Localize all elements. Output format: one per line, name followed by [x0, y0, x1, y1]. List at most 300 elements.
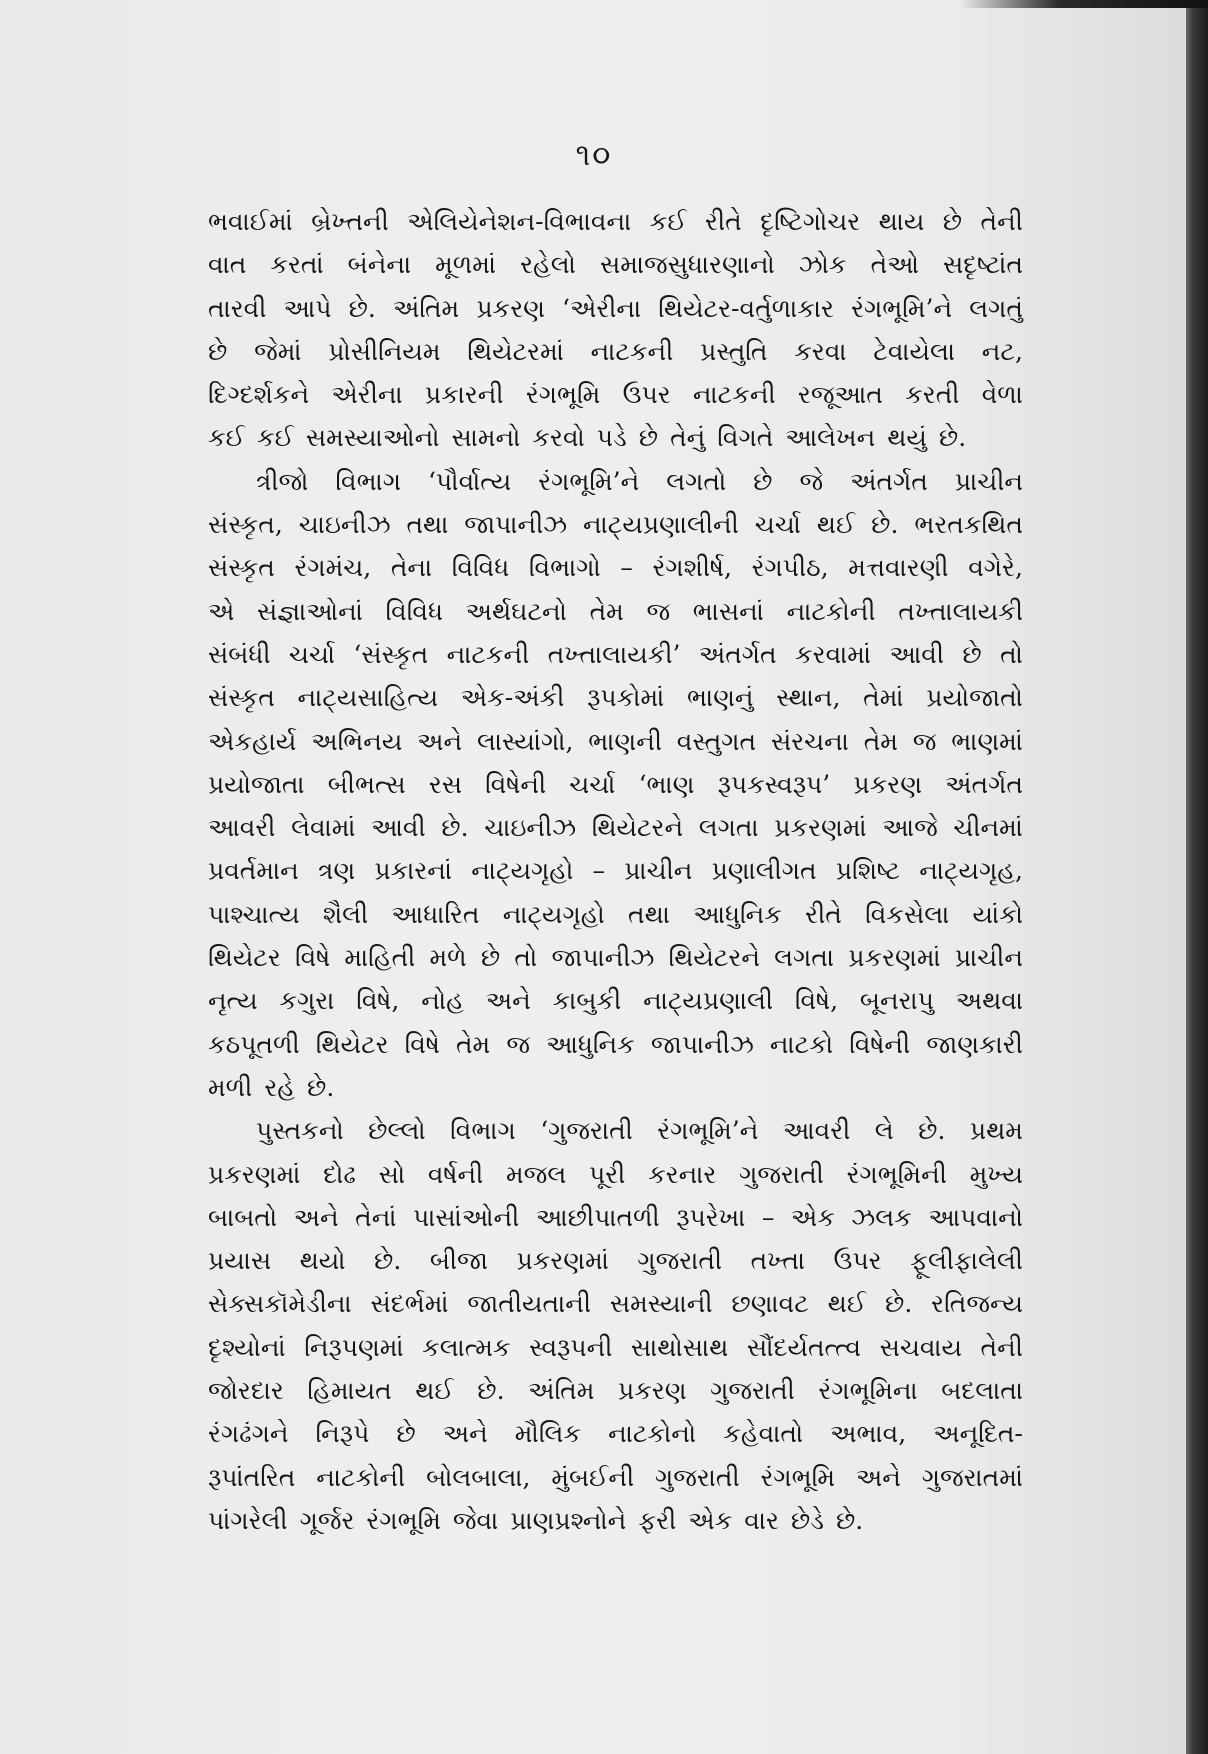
- text-word: નાટ્યસાહિત્ય: [297, 683, 439, 713]
- text-word: છે: [962, 639, 982, 669]
- text-word: છે: [480, 943, 501, 973]
- text-word: સો: [378, 1159, 406, 1189]
- text-word: વિષેની: [849, 1029, 911, 1059]
- text-word: નાટ્યગૃહો: [502, 899, 605, 929]
- text-word: ઉપર: [622, 380, 671, 410]
- text-word: આવી: [889, 639, 944, 669]
- text-line: [208, 460, 1023, 503]
- text-word: તથા: [628, 899, 670, 929]
- text-word: સચવાય: [879, 1332, 962, 1362]
- text-word: લગતા: [774, 943, 835, 973]
- text-word: મજલ: [506, 1159, 567, 1189]
- text-word: મૂળમાં: [435, 250, 497, 280]
- text-word: મુખ્ય: [969, 1159, 1023, 1189]
- text-word: તેમાં: [863, 683, 904, 713]
- text-word: રૂપકસ્વરૂપ’: [717, 769, 831, 799]
- text-word: કરવામાં: [795, 639, 872, 669]
- text-word: તખ્તાલાયકી’: [547, 639, 681, 669]
- text-word: અંતિમ: [392, 293, 460, 323]
- text-word: ફરી: [638, 1505, 677, 1535]
- text-word: પ્રયાસ: [208, 1246, 272, 1276]
- text-word: પ્રોસીનિયમ: [328, 336, 441, 366]
- text-line: [208, 1196, 1023, 1239]
- text-line: [208, 1412, 1023, 1455]
- text-word: વિભાગ: [450, 1116, 516, 1146]
- text-word: છે.: [885, 1289, 913, 1319]
- text-word: વાત: [208, 250, 247, 280]
- text-word: પ્રાચીન: [954, 466, 1023, 496]
- text-word: ચર્ચા: [569, 769, 616, 799]
- text-word: ચાઇનીઝ: [484, 813, 577, 843]
- text-word: વર્ષની: [427, 1159, 484, 1189]
- text-word: પ્રકારનાં: [374, 856, 453, 886]
- text-word: સામનો: [451, 423, 521, 453]
- text-word: આધારિત: [391, 899, 480, 929]
- text-line: [208, 1456, 1023, 1499]
- text-word: લે: [874, 1116, 894, 1146]
- text-word: નાટકોની: [316, 1462, 406, 1492]
- text-word: અંતર્ગત: [945, 769, 1023, 799]
- text-word: કઈ: [208, 423, 245, 453]
- text-line: [208, 373, 1023, 416]
- text-line: [208, 806, 1023, 849]
- text-word: સંસ્કૃત: [208, 553, 275, 583]
- text-word: ગૂર્જર: [299, 1505, 355, 1535]
- text-word: બીભત્સ: [327, 769, 406, 799]
- text-word: અનૂદિત-: [933, 1419, 1023, 1449]
- text-word: કઠપૂતળી: [208, 1029, 300, 1059]
- text-line: [208, 1499, 1023, 1542]
- text-word: પાશ્ચાત્ય: [208, 899, 300, 929]
- text-word: દૃશ્યોનાં: [208, 1332, 286, 1362]
- text-line: [208, 720, 1023, 763]
- text-line: [208, 243, 1023, 286]
- text-word: રંગભૂમિની: [846, 1159, 947, 1189]
- page-top-edge-shadow: [960, 0, 1208, 8]
- text-word: અંતર્ગત: [698, 639, 777, 669]
- text-word: તારવી: [208, 293, 267, 323]
- text-word: બંનેના: [347, 250, 412, 280]
- text-word: કરતાં: [270, 250, 324, 280]
- text-word: કલાત્મક: [422, 1332, 511, 1362]
- text-word: પ્રશિષ્ટ: [835, 856, 901, 886]
- text-word: ઉપર: [833, 1246, 882, 1276]
- text-word: નાટકની: [446, 639, 530, 669]
- text-word: ઝોક: [798, 250, 847, 280]
- text-line: [208, 1239, 1023, 1282]
- text-word: નિરૂપે: [315, 1419, 370, 1449]
- text-word: ગુજરાતમાં: [921, 1462, 1023, 1492]
- text-word: સંદર્ભમાં: [370, 1289, 449, 1319]
- text-word: દૃષ્ટિગોચર: [760, 207, 861, 236]
- text-word: જોરદાર: [208, 1376, 284, 1406]
- text-word: બીજા: [429, 1246, 488, 1276]
- text-word: પ્રવર્તમાન: [208, 856, 299, 886]
- text-word: અને: [417, 726, 463, 756]
- text-word: વિવિધ: [451, 553, 510, 583]
- text-word: નટ,: [981, 336, 1023, 366]
- text-word: ગુજરાતી: [637, 1246, 723, 1276]
- text-word: તેમ: [863, 726, 898, 756]
- text-word: પ્રકરણમાં: [208, 1159, 301, 1189]
- text-word: એક: [790, 1202, 835, 1232]
- text-word: ‘એરીના: [562, 293, 642, 323]
- text-word: પ્રસ્તુતિ: [700, 336, 768, 366]
- text-word: કરવો: [532, 423, 585, 453]
- text-word: અને: [855, 1462, 901, 1492]
- body-text: [208, 200, 1023, 1542]
- text-word: વિષે: [404, 1029, 440, 1059]
- text-word: અભાવ,: [830, 1419, 907, 1449]
- text-word: વિવિધ: [385, 596, 443, 626]
- text-word: જાણકારી: [926, 1029, 1023, 1059]
- text-word: બૂનરાપુ: [859, 986, 934, 1016]
- text-word: અને: [442, 1419, 488, 1449]
- text-word: પ્રકરણમાં: [516, 1246, 609, 1276]
- text-word: પડે: [596, 423, 627, 453]
- text-word: એલિયેનેશન-વિભાવના: [407, 207, 632, 236]
- text-word: રૂપાંતરિત: [208, 1462, 296, 1492]
- text-word: ભાણની: [588, 726, 662, 756]
- text-word: પ્રયોજાતો: [926, 683, 1023, 713]
- text-word: અને: [293, 1202, 339, 1232]
- text-word: ચાઇનીઝ: [298, 510, 391, 540]
- text-word: ભાણનું: [686, 683, 754, 713]
- text-word: પુસ્તકનો: [256, 1116, 344, 1146]
- text-word: નાટ્યપ્રણાલીની: [583, 510, 739, 540]
- text-word: રંગભૂમિ: [366, 1505, 441, 1535]
- text-word: છે.: [477, 1376, 505, 1406]
- text-word: અંતિમ: [528, 1376, 595, 1406]
- text-word: નાટકોનો: [608, 1419, 697, 1449]
- text-word: રંગમંચ,: [294, 553, 372, 583]
- text-word: એ: [208, 596, 235, 626]
- text-word: સાથોસાથ: [630, 1332, 729, 1362]
- text-word: છે.: [918, 1116, 946, 1146]
- text-line: [208, 546, 1023, 589]
- text-word: ‘ભાણ: [638, 769, 695, 799]
- text-word: આજે: [882, 813, 938, 843]
- text-line: [208, 1282, 1023, 1325]
- text-line: [208, 979, 1023, 1022]
- text-word: ભરતકથિત: [914, 510, 1023, 540]
- text-word: બ્રેખ્તની: [311, 207, 389, 236]
- text-word: લગતો: [666, 466, 727, 496]
- text-word: વસ્તુગત: [676, 726, 757, 756]
- text-word: આવી: [371, 813, 426, 843]
- text-word: રૂપકોમાં: [587, 683, 665, 713]
- text-word: લાસ્યાંગો,: [477, 726, 574, 756]
- text-word: તેના: [390, 553, 433, 583]
- text-word: જ: [912, 726, 937, 756]
- text-word: છે.: [374, 1246, 402, 1276]
- text-word: ‘ગુજરાતી: [540, 1116, 633, 1146]
- text-line: [208, 1066, 1023, 1109]
- text-word: વિભાગ: [335, 466, 402, 496]
- text-word: નાટકો: [769, 1029, 834, 1059]
- text-word: દોઢ: [323, 1159, 356, 1189]
- text-word: થિયેટર: [208, 943, 281, 973]
- text-word: એક: [688, 1505, 733, 1535]
- text-word: જેવા: [452, 1505, 499, 1535]
- text-word: સમસ્યાઓનો: [305, 423, 440, 453]
- text-word: રંગશીર્ષ,: [652, 553, 732, 583]
- text-word: ‘સંસ્કૃત: [353, 639, 429, 669]
- text-word: વિગતે: [717, 423, 774, 453]
- text-word: તેઓ: [870, 250, 919, 280]
- text-word: છેડે: [790, 1505, 824, 1535]
- text-word: જ: [646, 596, 671, 626]
- text-word: પ્રકારની: [424, 380, 504, 410]
- text-word: બદલાતા: [941, 1376, 1023, 1406]
- text-word: નાટ્યગૃહો: [471, 856, 574, 886]
- text-word: વગેરે,: [968, 553, 1023, 583]
- text-word: થિયેટરને: [668, 943, 760, 973]
- text-word: ‘પૌર્વાત્ય: [427, 466, 512, 496]
- text-word: વિકસેલા: [865, 899, 950, 929]
- text-word: આધુનિક: [546, 1029, 635, 1059]
- text-word: પ્રકરણ: [476, 293, 545, 323]
- text-word: થિયેટરને: [591, 813, 684, 843]
- text-word: ભવાઈમાં: [208, 207, 293, 236]
- text-word: નાટ્યગૃહ,: [919, 856, 1023, 886]
- text-word: થયું: [887, 423, 927, 453]
- text-word: વેળા: [981, 380, 1023, 410]
- text-word: પાસાંઓની: [413, 1202, 520, 1232]
- text-word: નિરૂપણમાં: [304, 1332, 404, 1362]
- text-word: વિષે,: [356, 986, 400, 1016]
- text-word: તખ્તાલાયકી: [898, 596, 1023, 626]
- text-line: [208, 1109, 1023, 1152]
- text-word: રીતે: [705, 207, 742, 236]
- text-word: ભાસનાં: [692, 596, 764, 626]
- text-word: છે.: [938, 423, 967, 453]
- text-word: ફૂલીફાલેલી: [910, 1246, 1023, 1276]
- text-word: દિગ્દર્શકને: [208, 380, 310, 410]
- text-word: ગુજરાતી: [710, 1376, 795, 1406]
- text-word: રંગભૂમિ: [525, 380, 601, 410]
- text-word: છે: [753, 466, 773, 496]
- text-word: થઈ: [415, 1376, 454, 1406]
- text-word: તો: [514, 943, 538, 973]
- text-word: યાંકો: [972, 899, 1023, 929]
- text-word: નાટ્યપ્રણાલી: [643, 986, 774, 1016]
- text-word: ગુજરાતી: [739, 1159, 824, 1189]
- text-word: તેમ: [589, 596, 624, 626]
- text-word: આપવાનો: [928, 1202, 1023, 1232]
- text-line: [208, 416, 1023, 459]
- text-word: છે.: [348, 293, 376, 323]
- text-word: છે: [942, 207, 963, 236]
- text-line: [208, 200, 1023, 243]
- text-line: [208, 330, 1023, 373]
- text-line: [208, 763, 1023, 806]
- text-word: બોલબાલા,: [426, 1462, 531, 1492]
- text-word: આછીપાતળી: [535, 1202, 660, 1232]
- text-line: [208, 1023, 1023, 1066]
- text-word: છે.: [441, 813, 469, 843]
- text-word: સંરચના: [770, 726, 849, 756]
- text-word: પ્રકરણમાં: [848, 943, 941, 973]
- text-word: નાટકની: [590, 336, 674, 366]
- text-word: પાંગરેલી: [208, 1505, 288, 1535]
- text-word: આલેખન: [785, 423, 876, 453]
- text-word: છેલ્લો: [368, 1116, 426, 1146]
- text-word: સ્થાન,: [776, 683, 841, 713]
- text-word: કઈ: [256, 423, 294, 453]
- text-word: છે.: [835, 1505, 864, 1535]
- text-word: જાપાનીઝ: [650, 1029, 754, 1059]
- text-word: એકહાર્ય: [208, 726, 297, 756]
- text-word: આવરી: [782, 1116, 851, 1146]
- text-word: પ્રાચીન: [624, 856, 693, 886]
- text-word: છણાવટ: [731, 1289, 809, 1319]
- text-word: થિયેટર-વર્તુળાકાર: [658, 293, 834, 323]
- text-word: સેક્સકૉમેડીના: [208, 1289, 352, 1319]
- text-word: પ્રયોજાતા: [208, 769, 305, 799]
- text-word: ઝલક: [851, 1202, 912, 1232]
- text-word: નાટકોની: [786, 596, 876, 626]
- text-word: મૌલિક: [514, 1419, 582, 1449]
- text-word: પ્રણાલીગત: [711, 856, 817, 886]
- text-word: કાબુકી: [552, 986, 622, 1016]
- text-word: સૌંદર્યતત્ત્વ: [746, 1332, 862, 1362]
- text-word: સંસ્કૃત,: [208, 510, 283, 540]
- text-word: છે: [396, 1419, 416, 1449]
- text-word: સમાજસુધારણાનો: [599, 250, 775, 280]
- text-word: થાય: [878, 207, 925, 236]
- text-word: રીતે: [805, 899, 842, 929]
- text-word: ચીનમાં: [953, 813, 1023, 843]
- text-word: કરતી: [905, 380, 960, 410]
- text-word: પ્રાચીન: [954, 943, 1023, 973]
- text-line: [208, 893, 1023, 936]
- text-word: રહેલો: [520, 250, 576, 280]
- text-word: અભિનય: [311, 726, 403, 756]
- text-word: તખ્તા: [750, 1246, 806, 1276]
- text-word: જે: [799, 466, 824, 496]
- text-word: રંગભૂમિ’ને: [851, 293, 953, 323]
- text-word: રૂપરેખા: [676, 1202, 746, 1232]
- text-word: જાપાનીઝ: [464, 510, 568, 540]
- text-word: વિષે: [294, 943, 331, 973]
- text-line: [208, 936, 1023, 979]
- text-word: અંતર્ગત: [850, 466, 928, 496]
- text-word: ભાણમાં: [951, 726, 1023, 756]
- text-word: અથવા: [955, 986, 1023, 1016]
- text-word: –: [761, 1202, 775, 1232]
- text-word: અર્થઘટનો: [465, 596, 567, 626]
- text-line: [208, 849, 1023, 892]
- text-word: એરીના: [331, 380, 403, 410]
- text-word: પ્રથમ: [969, 1116, 1023, 1146]
- text-word: થિયેટર: [315, 1029, 389, 1059]
- text-word: તેનાં: [355, 1202, 397, 1232]
- text-word: મત્તવારણી: [848, 553, 949, 583]
- text-line: [208, 676, 1023, 719]
- text-word: સંસ્કૃત: [208, 683, 275, 713]
- text-word: જાતીયતાની: [467, 1289, 591, 1319]
- text-word: વિભાગો: [528, 553, 601, 583]
- text-word: તથા: [406, 510, 449, 540]
- text-word: ચર્ચા: [288, 639, 336, 669]
- text-word: થઈ: [827, 1289, 867, 1319]
- text-word: રહે: [264, 1072, 296, 1102]
- text-line: [208, 1153, 1023, 1196]
- text-word: આવરી: [208, 813, 276, 843]
- text-word: –: [620, 553, 633, 583]
- text-word: થઈ: [816, 510, 856, 540]
- text-word: રંગઢંગને: [208, 1419, 289, 1449]
- text-word: નોહ: [421, 986, 464, 1016]
- text-word: છે.: [307, 1072, 335, 1102]
- text-word: વાર: [744, 1505, 779, 1535]
- text-word: આપે: [283, 293, 332, 323]
- text-word: સ્વરૂપની: [529, 1332, 613, 1362]
- text-word: સદૃષ્ટાંત: [943, 250, 1023, 280]
- text-word: સંબંધી: [208, 639, 271, 669]
- text-word: છે: [638, 423, 659, 453]
- text-line: [208, 503, 1023, 546]
- text-word: છે: [208, 336, 228, 366]
- text-word: રંગભૂમિ’ને: [538, 466, 640, 496]
- text-word: કઈ: [649, 207, 687, 236]
- text-word: સંજ્ઞાઓનાં: [257, 596, 363, 626]
- text-word: કરનાર: [648, 1159, 717, 1189]
- text-word: નાટકની: [692, 380, 776, 410]
- text-word: ત્રણ: [317, 856, 356, 886]
- text-word: તેમ: [455, 1029, 491, 1059]
- text-word: ચર્ચા: [754, 510, 801, 540]
- text-word: લેવામાં: [291, 813, 356, 843]
- text-word: રતિજન્ય: [931, 1289, 1023, 1319]
- text-word: નૃત્ય: [208, 986, 258, 1016]
- text-word: જેમાં: [254, 336, 302, 366]
- text-word: –: [592, 856, 606, 886]
- text-word: પૂરી: [589, 1159, 626, 1189]
- text-word: પ્રકરણ: [853, 769, 922, 799]
- text-word: મળી: [208, 1072, 253, 1102]
- text-word: અને: [485, 986, 531, 1016]
- page-edge-shadow: [1186, 0, 1208, 1754]
- text-word: કગુરા: [279, 986, 335, 1016]
- text-word: જાપાનીઝ: [551, 943, 655, 973]
- text-word: ત્રીજો: [256, 466, 309, 496]
- text-word: જ: [506, 1029, 530, 1059]
- text-word: મળે: [429, 943, 467, 973]
- text-word: વિષેની: [485, 769, 547, 799]
- text-word: રંગભૂમિ: [760, 1462, 835, 1492]
- text-word: લગતા: [698, 813, 759, 843]
- text-word: પ્રાણપ્રશ્નોને: [510, 1505, 627, 1535]
- text-word: કરવા: [794, 336, 847, 366]
- text-word: સમસ્યાની: [609, 1289, 713, 1319]
- text-word: રંગભૂમિના: [818, 1376, 918, 1406]
- text-word: શૈલી: [322, 899, 369, 929]
- text-word: રજૂઆત: [797, 380, 883, 410]
- text-word: ગુજરાતી: [654, 1462, 740, 1492]
- text-word: ટેવાયેલા: [873, 336, 956, 366]
- text-word: થયો: [299, 1246, 346, 1276]
- text-line: [208, 633, 1023, 676]
- text-word: મુંબઈની: [551, 1462, 635, 1492]
- text-word: એક-અંકી: [460, 683, 565, 713]
- text-line: [208, 590, 1023, 633]
- text-word: બાબતો: [208, 1202, 278, 1232]
- text-line: [208, 287, 1023, 330]
- text-word: છે.: [871, 510, 899, 540]
- text-word: તેની: [980, 1332, 1023, 1362]
